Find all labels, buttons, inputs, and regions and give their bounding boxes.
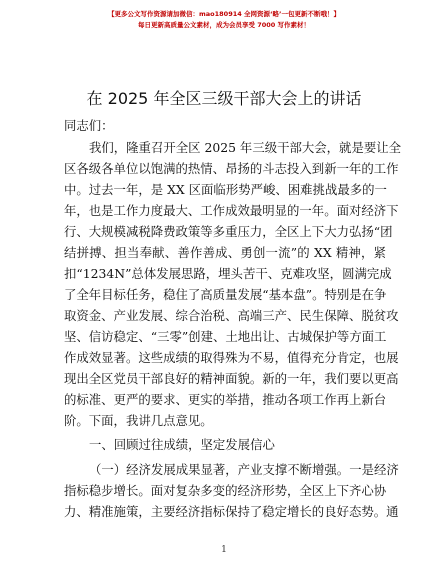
paragraph-line: 行、大规模减税降费政策等多重压力，全区上下大力弘扬“团	[64, 224, 393, 239]
subsection-line: （一）经济发展成果显著，产业支撑不断增强。一是经济	[89, 462, 399, 477]
paragraph-line: 坚、信访稳定、“三零”创建、土地出让、古城保护等方面工	[64, 329, 387, 344]
paragraph-line: 我们，隆重召开全区 2025 年三级干部大会，就是要让全	[89, 140, 402, 155]
salutation: 同志们：	[64, 118, 114, 133]
document-title: 在 2025 年全区三级干部大会上的讲话	[86, 89, 362, 108]
section-heading: 一、回顾过往成绩，坚定发展信心	[89, 437, 275, 452]
paragraph-line: 现出全区党员干部良好的精神面貌。新的一年，我们要以更高	[64, 371, 399, 386]
paragraph-line: 扣“1234N”总体发展思路，埋头苦干、克难攻坚，圆满完成	[64, 266, 392, 281]
paragraph-line: 作成效显著。这些成绩的取得殊为不易，值得充分肯定，也展	[64, 350, 399, 365]
paragraph-line: 区各级各单位以饱满的热情、昂扬的斗志投入到新一年的工作	[64, 161, 399, 176]
paragraph-line: 了全年目标任务，稳住了高质量发展“基本盘”。特别是在争	[64, 287, 387, 302]
paragraph-line: 阶。下面，我讲几点意见。	[64, 413, 213, 428]
subsection-line: 力、精准施策，主要经济指标保持了稳定增长的良好态势。通	[64, 504, 399, 519]
paragraph-line: 结拼搏、担当奉献、善作善成、勇创一流”的 XX 精神，紧	[64, 245, 386, 260]
paragraph-line: 年，也是工作力度最大、工作成效最明显的一年。面对经济下	[64, 203, 399, 218]
subsection-line: 指标稳步增长。面对复杂多变的经济形势，全区上下齐心协	[64, 483, 387, 498]
promo-banner-line-2: 每日更新高质量公文素材，成为会员享受 7000 写作素材！	[137, 21, 311, 29]
paragraph-line: 取资金、产业发展、综合治税、高端三产、民生保障、脱贫攻	[64, 308, 399, 323]
page-number: 1	[221, 545, 227, 555]
paragraph-line: 的标准、更严的要求、更实的举措，推动各项工作再上新台	[64, 392, 387, 407]
promo-banner-line-1: 【更多公文写作资源请加微信：mao180914 全网资源‘略’一包更新不断哦！】	[108, 10, 340, 18]
paragraph-line: 中。过去一年，是 XX 区面临形势严峻、困难挑战最多的一	[64, 182, 387, 197]
